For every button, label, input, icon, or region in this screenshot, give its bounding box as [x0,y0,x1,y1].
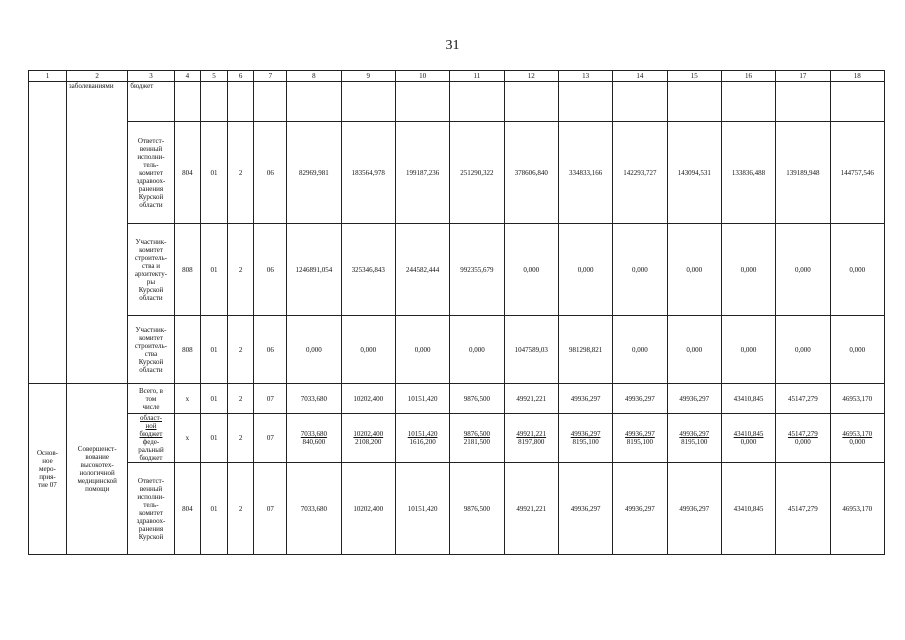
funding-source-cell: Ответст- венный исполни- тель- комитет здравоох- ранения Курской [128,463,174,555]
value-cell: 0,000 [395,316,449,384]
value-cell: 43410,845 [721,463,775,555]
federal-value: 8195,100 [626,438,654,446]
column-header: 13 [558,71,612,82]
column-header: 18 [830,71,884,82]
value-cell: 07 [254,384,287,414]
value-cell: 07 [254,463,287,555]
value-cell: 0,000 [287,316,341,384]
value-cell: 0,000 [776,316,830,384]
value-cell: 0,000 [613,316,667,384]
column-header: 14 [613,71,667,82]
regional-value: 9876,500 [463,430,491,438]
value-cell [721,414,775,463]
value-cell: 10151,420 [395,463,449,555]
column-header: 3 [128,71,174,82]
value-cell [450,414,504,463]
value-cell: 0,000 [830,224,884,316]
value-cell: 0,000 [721,316,775,384]
federal-value: 8195,100 [572,438,599,446]
federal-value: 0,000 [795,438,811,446]
value-cell: 2 [227,414,254,463]
value-cell: 2 [227,463,254,555]
column-header: 5 [201,71,228,82]
value-cell: 10202,400 [341,384,395,414]
federal-budget-label: феде- ральный бюджет [138,438,164,462]
value-cell: 01 [201,316,228,384]
funding-source-cell [128,414,174,463]
value-cell: 2 [227,122,254,224]
value-cell: 325346,843 [341,224,395,316]
regional-value: 10202,400 [353,430,384,438]
value-cell: 378606,840 [504,122,558,224]
page-number: 31 [445,38,460,53]
column-header: 7 [254,71,287,82]
value-cell: 49936,297 [667,384,721,414]
column-header: 6 [227,71,254,82]
regional-value: 7033,680 [300,430,328,438]
value-cell: 49936,297 [613,463,667,555]
value-cell: 808 [174,224,201,316]
value-cell: 06 [254,224,287,316]
value-cell: 01 [201,122,228,224]
value-cell: 7033,680 [287,463,341,555]
regional-value: 10151,420 [407,430,438,438]
value-cell: 143094,531 [667,122,721,224]
column-header: 1 [29,71,67,82]
regional-value: 49936,297 [679,430,710,438]
value-cell: 0,000 [667,316,721,384]
value-cell [613,414,667,463]
value-cell: 133836,488 [721,122,775,224]
value-cell: 0,000 [667,224,721,316]
federal-value: 8195,100 [681,438,708,446]
regional-value: 45147,279 [788,430,818,438]
empty-cell [29,82,67,384]
regional-value: 49921,221 [516,430,547,438]
value-cell [504,82,558,122]
column-header: 15 [667,71,721,82]
header-row [29,71,885,82]
federal-value: 2181,500 [463,438,491,446]
value-cell [395,414,449,463]
value-cell [341,414,395,463]
value-cell [287,414,341,463]
value-cell: 981298,821 [558,316,612,384]
table-row [29,122,885,224]
federal-value: 840,600 [302,438,326,446]
value-cell: 9876,500 [450,384,504,414]
value-cell [201,82,228,122]
value-cell: 0,000 [613,224,667,316]
value-cell: 804 [174,463,201,555]
value-cell [721,82,775,122]
measure-name-cell: заболеваниями [66,82,128,384]
value-cell: 808 [174,316,201,384]
value-cell: 49921,221 [504,384,558,414]
value-cell: 142293,727 [613,122,667,224]
budget-label: бюджет [139,430,163,438]
column-header: 4 [174,71,201,82]
value-cell [667,414,721,463]
column-header: 8 [287,71,341,82]
value-cell: 0,000 [450,316,504,384]
value-cell: 10202,400 [341,463,395,555]
value-cell [504,414,558,463]
value-cell: 45147,279 [776,463,830,555]
value-cell: х [174,384,201,414]
value-cell: 01 [201,414,228,463]
funding-source-cell: бюджет [128,82,174,122]
regional-value: 46953,170 [842,430,873,438]
value-cell: 139189,948 [776,122,830,224]
federal-value: 2108,200 [355,438,382,446]
funding-source-cell: Всего, в том числе [128,384,174,414]
budget-table [28,70,885,555]
regional-value: 49936,297 [570,430,601,438]
value-cell: 49936,297 [558,463,612,555]
funding-source-cell: Участник- комитет строитель- ства Курской области [128,316,174,384]
value-cell: 199187,236 [395,122,449,224]
value-cell: 1047589,03 [504,316,558,384]
column-header: 16 [721,71,775,82]
funding-source-cell: Ответст- венный исполни- тель- комитет здравоох- ранения Курской области [128,122,174,224]
value-cell: 01 [201,384,228,414]
value-cell: 82969,981 [287,122,341,224]
value-cell: 2 [227,224,254,316]
value-cell [254,82,287,122]
regional-value: 49936,297 [625,430,655,438]
regional-budget-label: област- ной [139,414,162,430]
table-row [29,82,885,122]
measure-name-cell: Совершенст- вование высокотех- нологичной медицинской помощи [66,384,128,555]
value-cell: 9876,500 [450,463,504,555]
column-header: 12 [504,71,558,82]
table-row [29,316,885,384]
federal-value: 0,000 [849,438,866,446]
value-cell [613,82,667,122]
value-cell: 804 [174,122,201,224]
value-cell: 2 [227,316,254,384]
value-cell: 0,000 [504,224,558,316]
table-row [29,463,885,555]
value-cell: 244582,444 [395,224,449,316]
value-cell: х [174,414,201,463]
federal-value: 0,000 [740,438,757,446]
value-cell [174,82,201,122]
value-cell: 46953,170 [830,463,884,555]
value-cell [287,82,341,122]
value-cell: 334833,166 [558,122,612,224]
value-cell [341,82,395,122]
value-cell [450,82,504,122]
column-header: 11 [450,71,504,82]
value-cell [776,82,830,122]
value-cell [667,82,721,122]
value-cell: 07 [254,414,287,463]
value-cell: 49921,221 [504,463,558,555]
value-cell: 1246891,054 [287,224,341,316]
column-header: 10 [395,71,449,82]
measure-number-cell: Основ- ное меро- прия- тие 07 [29,384,67,555]
column-header: 17 [776,71,830,82]
column-header: 9 [341,71,395,82]
value-cell: 2 [227,384,254,414]
value-cell: 0,000 [341,316,395,384]
value-cell [830,414,884,463]
value-cell [395,82,449,122]
value-cell: 0,000 [776,224,830,316]
value-cell: 06 [254,122,287,224]
value-cell: 49936,297 [613,384,667,414]
value-cell [830,82,884,122]
value-cell: 46953,170 [830,384,884,414]
table-row [29,414,885,463]
value-cell: 251290,322 [450,122,504,224]
value-cell [558,414,612,463]
table-row [29,384,885,414]
value-cell: 183564,978 [341,122,395,224]
value-cell [227,82,254,122]
value-cell [558,82,612,122]
value-cell: 01 [201,463,228,555]
federal-value: 8197,800 [518,438,545,446]
value-cell: 144757,546 [830,122,884,224]
table-row [29,224,885,316]
value-cell: 01 [201,224,228,316]
value-cell: 0,000 [830,316,884,384]
value-cell: 992355,679 [450,224,504,316]
value-cell: 10151,420 [395,384,449,414]
value-cell: 06 [254,316,287,384]
column-header: 2 [66,71,128,82]
regional-value: 43410,845 [733,430,764,438]
value-cell: 45147,279 [776,384,830,414]
value-cell: 49936,297 [558,384,612,414]
funding-source-cell: Участник- комитет строитель- ства и архитекту- ры Курской области [128,224,174,316]
value-cell: 0,000 [721,224,775,316]
value-cell: 49936,297 [667,463,721,555]
value-cell: 7033,680 [287,384,341,414]
federal-value: 1616,200 [409,438,436,446]
value-cell: 0,000 [558,224,612,316]
value-cell [776,414,830,463]
value-cell: 43410,845 [721,384,775,414]
